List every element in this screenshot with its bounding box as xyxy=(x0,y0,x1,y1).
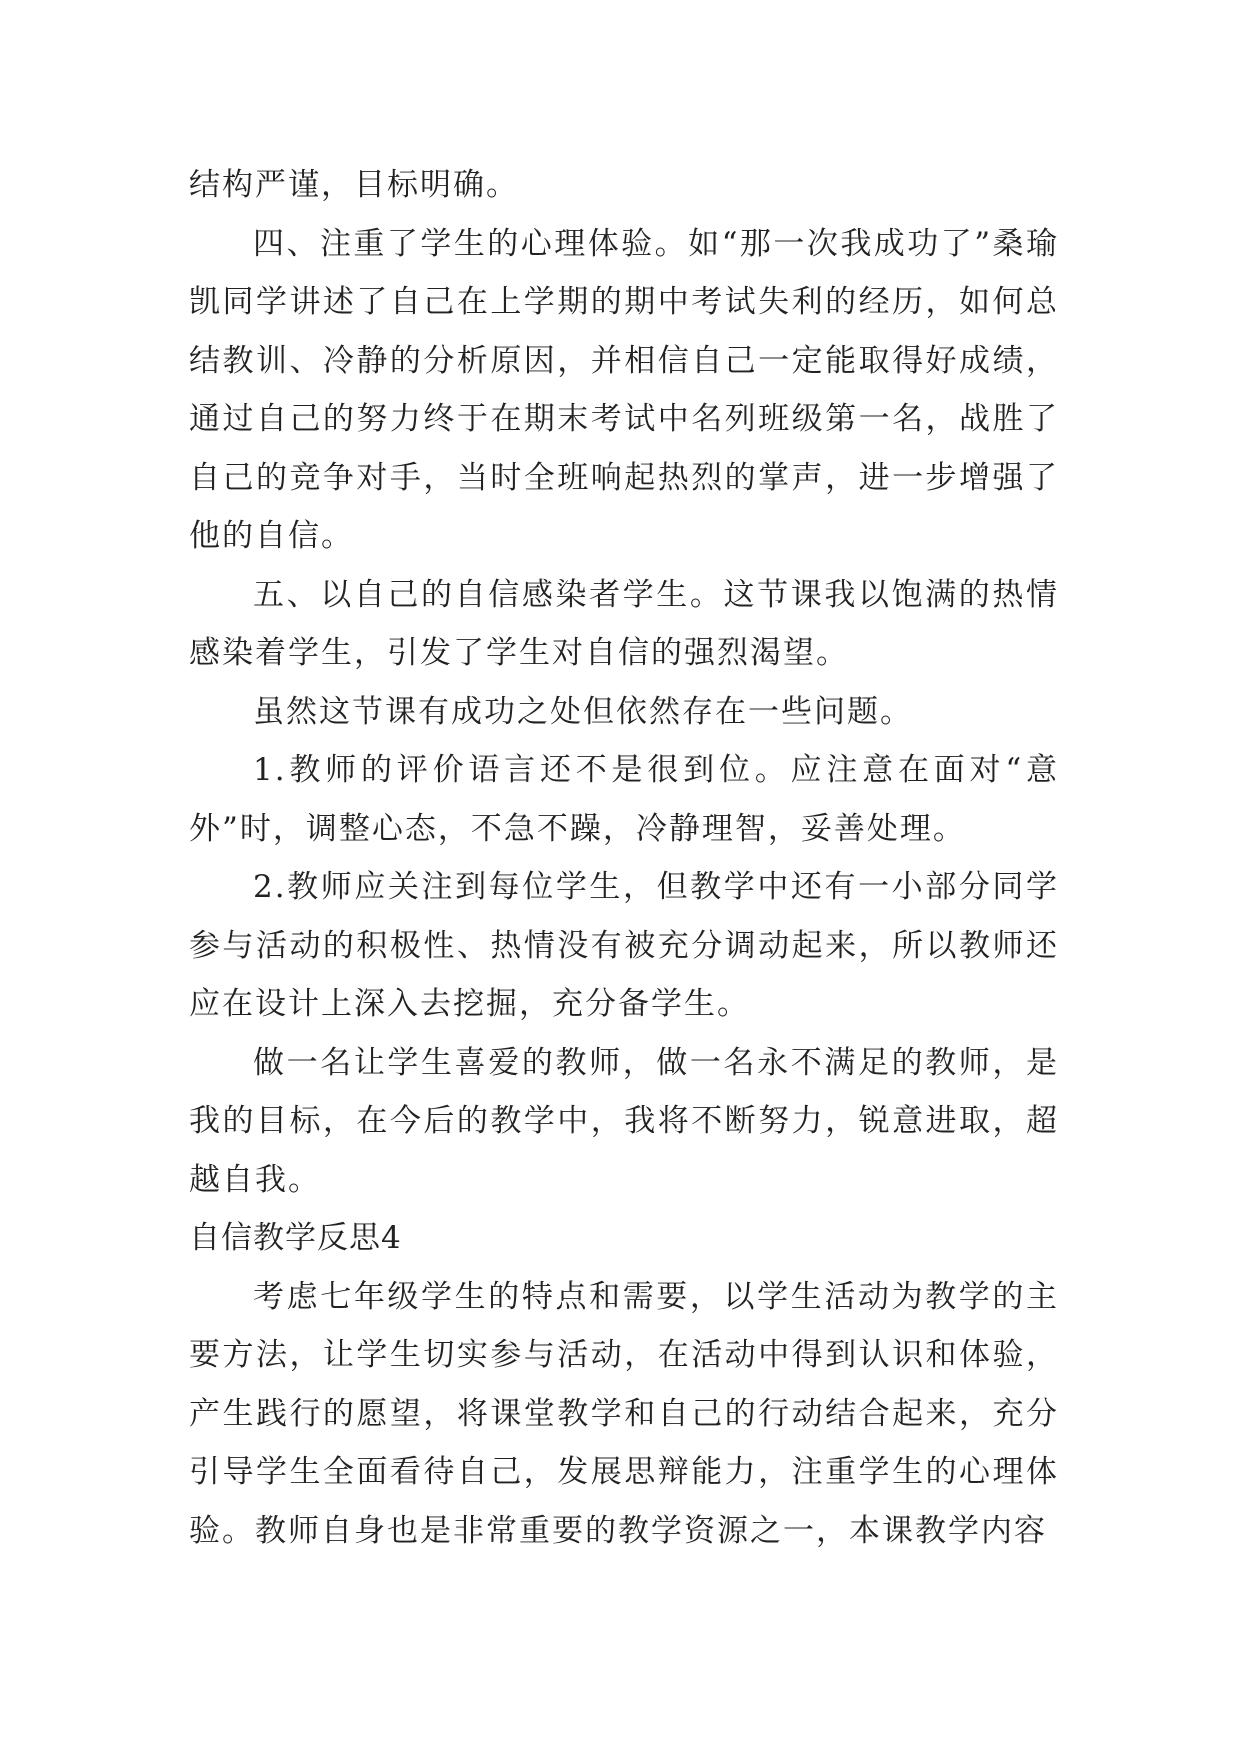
section-heading: 自信教学反思4 xyxy=(189,1220,402,1256)
paragraph-goal: 做一名让学生喜爱的教师，做一名永不满足的教师，是我的目标，在今后的教学中，我将不断努力，锐意进取，超越自我。 xyxy=(189,1044,1059,1198)
paragraph-problem-two: 2.教师应关注到每位学生，但教学中还有一小部分同学参与活动的积极性、热情没有被充分调动起来，所以教师还应在设计上深入去挖掘，充分备学生。 xyxy=(189,869,1059,1022)
document-body xyxy=(189,156,1059,1560)
paragraph-point-five: 五、以自己的自信感染者学生。这节课我以饱满的热情感染着学生，引发了学生对自信的强烈渴望。 xyxy=(189,576,1059,671)
paragraph-continuation: 结构严谨，目标明确。 xyxy=(189,167,519,203)
paragraph-problem-one: 1.教师的评价语言还不是很到位。应注意在面对“意外”时，调整心态，不急不躁，冷静理智，妥善处理。 xyxy=(189,752,1059,847)
paragraph-section-four-intro: 考虑七年级学生的特点和需要，以学生活动为教学的主要方法，让学生切实参与活动，在活动中得到认识和体验，产生践行的愿望，将课堂教学和自己的行动结合起来，充分引导学生全面看待自己，发展思辩能力，注重学生的心理体验。教师自身也是非常重要的教学资源之一，本课教学内容 xyxy=(189,1278,1059,1549)
paragraph-point-four: 四、注重了学生的心理体验。如“那一次我成功了”桑瑜凯同学讲述了自己在上学期的期中考试失利的经历，如何总结教训、冷静的分析原因，并相信自己一定能取得好成绩，通过自己的努力终于在期末考试中名列班级第一名，战胜了自己的竞争对手，当时全班响起热烈的掌声，进一步增强了他的自信。 xyxy=(189,225,1059,554)
paragraph-problems-intro: 虽然这节课有成功之处但依然存在一些问题。 xyxy=(253,693,913,730)
